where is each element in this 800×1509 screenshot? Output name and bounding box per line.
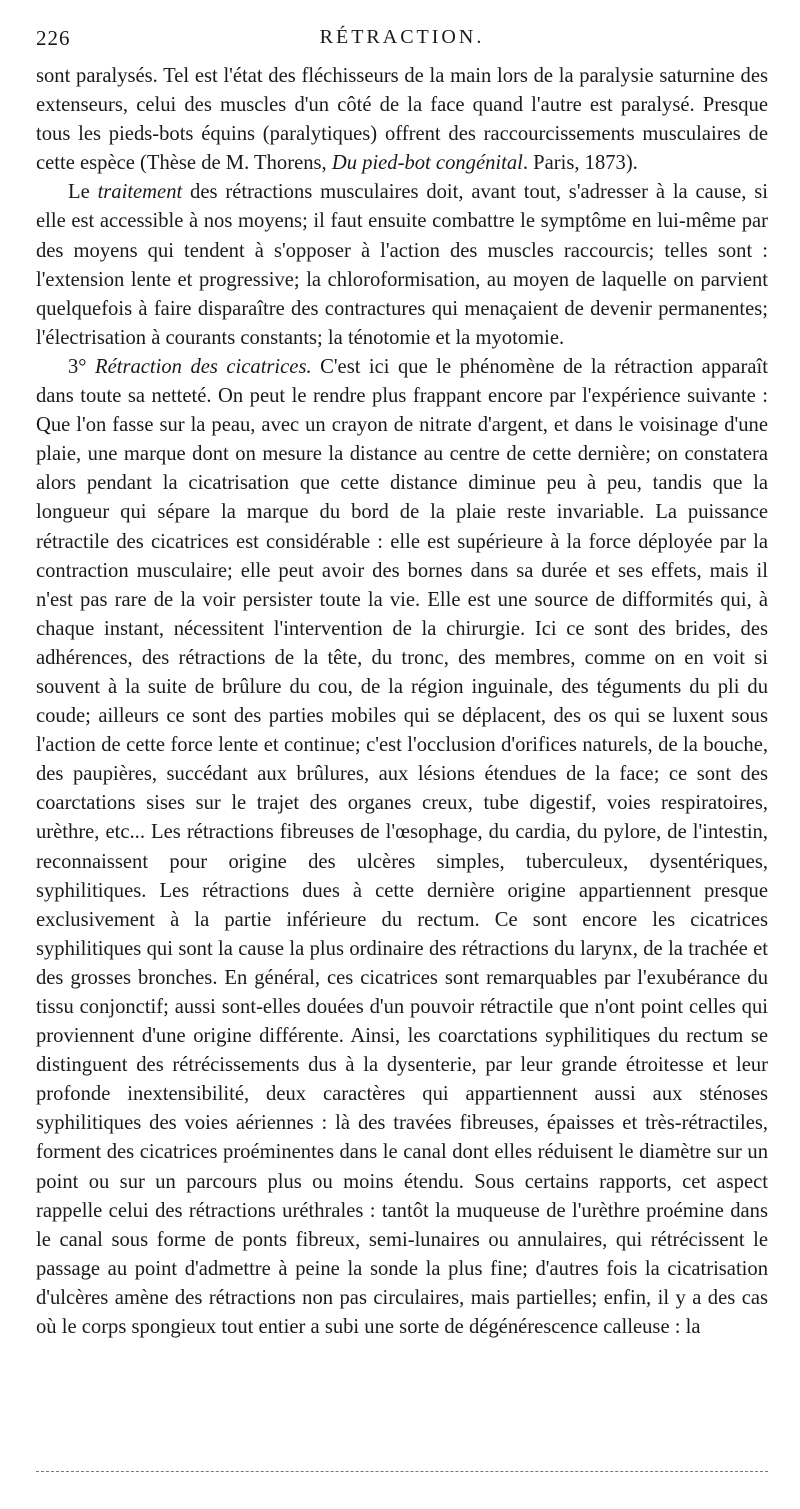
footer-rule [36,1471,768,1472]
text-segment: 3° [68,355,96,378]
text-segment: . Paris, 1873). [522,152,638,175]
italic-term: traitement [97,181,183,204]
text-segment: des rétractions musculaires doit, avant tout, s'adresser à la cause, si elle est accessible à nos moyens; il faut ensuite combattre le symptôme en lui-même par des moyens qui tendent à s'opposer à l'action des muscles raccourcis; telles sont : l'extension lente et progressive; la chloroformisation, au moyen de laquelle on parvient quelquefois à faire disparaître des contractures qui menaçaient de devenir permanentes; l'électrisation à courants constants; la ténotomie et la myotomie. [36,181,768,349]
paragraph-traitement [36,178,768,353]
text-segment: sont paralysés. Tel est l'état des fléchisseurs de la main lors de la paralysie saturnine des extenseurs, celui des muscles d'un côté de la face quand l'autre est paralysé. Presque tous les pieds-bots équins (paralytiques) offrent des raccourcissements musculaires de cette espèce (Thèse de M. Thorens, [36,65,768,175]
running-title: RÉTRACTION. [319,26,485,48]
italic-book-title: Du pied-bot congénital [331,152,523,175]
paragraph-retraction-cicatrices [36,353,768,1342]
body-text [36,62,768,1342]
paragraph-continuation [36,62,768,178]
page [36,26,768,1342]
text-segment: Le [68,181,98,204]
italic-section-heading: Rétraction des cicatrices. [95,355,312,378]
running-head [36,26,768,62]
page-number: 226 [36,26,71,50]
text-segment: C'est ici que le phénomène de la rétraction apparaît dans toute sa netteté. On peut le rendre plus frappant encore par l'expérience suivante : Que l'on fasse sur la peau, avec un crayon de nitrate d'argent, et dans le voisinage d'une plaie, une marque dont on mesure la distance au centre de cette dernière; on constatera alors pendant la cicatrisation que cette distance diminue peu à peu, tandis que la longueur qui sépare la marque du bord de la plaie reste invariable. La puissance rétractile des cicatrices est considérable : elle est supérieure à la force déployée par la contraction musculaire; elle peut avoir des bornes dans sa durée et ses effets, mais il n'est pas rare de la voir persister toute la vie. Elle est une source de difformités qui, à chaque instant, nécessitent l'intervention de la chirurgie. Ici ce sont des brides, des adhérences, des rétractions de la tête, du tronc, des membres, comme on en voit si souvent à la suite de brûlure du cou, de la région inguinale, des téguments du pli du coude; ailleurs ce sont des parties mobiles qui se déplacent, des os qui se luxent sous l'action de cette force lente et continue; c'est l'occlusion d'orifices naturels, de la bouche, des paupières, succédant aux brûlures, aux lésions étendues de la face; ce sont des coarctations sises sur le trajet des organes creux, tube digestif, voies respiratoires, urèthre, etc... Les rétractions fibreuses de l'œsophage, du cardia, du pylore, de l'intestin, reconnaissent pour origine des ulcères simples, tuberculeux, dysentériques, syphilitiques. Les rétractions dues à cette dernière origine appartiennent presque exclusivement à la partie inférieure du rectum. Ce sont encore les cicatrices syphilitiques qui sont la cause la plus ordinaire des rétractions du larynx, de la trachée et des grosses bronches. En général, ces cicatrices sont remarquables par l'exubérance du tissu conjonctif; aussi sont-elles douées d'un pouvoir rétractile que n'ont point celles qui proviennent d'une origine différente. Ainsi, les coarctations syphilitiques du rectum se distinguent des rétrécissements dus à la dysenterie, par leur grande étroitesse et leur profonde inextensibilité, deux caractères qui appartiennent aussi aux sténoses syphilitiques des voies aériennes : là des travées fibreuses, épaisses et très-rétractiles, forment des cicatrices proéminentes dans le canal dont elles réduisent le diamètre sur un point ou sur un parcours plus ou moins étendu. Sous certains rapports, cet aspect rappelle celui des rétractions uréthrales : tantôt la muqueuse de l'urèthre proémine dans le canal sous forme de ponts fibreux, semi-lunaires ou annulaires, qui rétrécissent le passage au point d'admettre à peine la sonde la plus fine; d'autres fois la cicatrisation d'ulcères amène des rétractions non pas circulaires, mais partielles; enfin, il y a des cas où le corps spongieux tout entier a subi une sorte de dégénérescence calleuse : la [36,355,768,1339]
